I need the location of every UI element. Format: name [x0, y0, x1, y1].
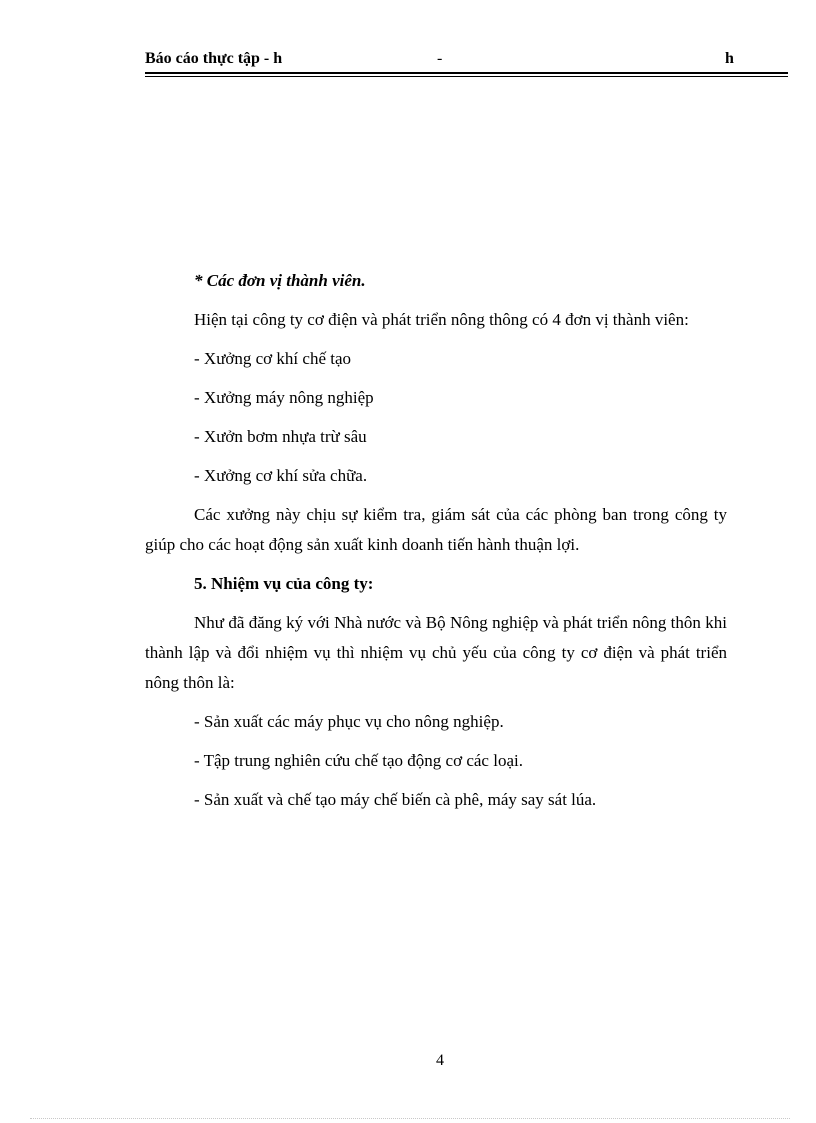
units-closing-paragraph: Các xưởng này chịu sự kiểm tra, giám sát của các phòng ban trong công ty giúp cho các hoạt động sản xuất kinh doanh tiến hành thuận lợi.	[145, 505, 727, 554]
header-title: Báo cáo thực tập - h	[145, 50, 283, 67]
section-title-duties: 5. Nhiệm vụ của công ty:	[194, 574, 374, 593]
page-header	[145, 50, 785, 72]
section-title-units: * Các đơn vị thành viên.	[194, 271, 366, 290]
list-item: - Xưởn bơm nhựa trừ sâu	[194, 427, 367, 446]
header-rule-top	[145, 72, 788, 74]
header-rule-bottom	[145, 76, 788, 77]
duties-intro-paragraph: Như đã đăng ký với Nhà nước và Bộ Nông nghiệp và phát triển nông thôn khi thành lập và đổi nhiệm vụ thì nhiệm vụ chủ yếu của công ty cơ điện và phát triển nông thôn là:	[145, 613, 727, 692]
list-item: - Xưởng cơ khí sửa chữa.	[194, 466, 368, 485]
units-intro-paragraph: Hiện tại công ty cơ điện và phát triển nông thông có 4 đơn vị thành viên:	[194, 310, 689, 329]
list-item: - Sản xuất các máy phục vụ cho nông nghiệp.	[194, 712, 504, 731]
header-right-text: h	[725, 50, 734, 67]
list-item: - Xưởng máy nông nghiệp	[194, 388, 374, 407]
list-item: - Xưởng cơ khí chế tạo	[194, 349, 352, 368]
page-number: 4	[436, 1052, 444, 1069]
header-separator: -	[437, 50, 443, 67]
list-item: - Tập trung nghiên cứu chế tạo động cơ các loại.	[194, 751, 523, 770]
page-bottom-edge	[30, 1118, 790, 1119]
list-item: - Sản xuất và chế tạo máy chế biến cà phê, máy say sát lúa.	[194, 790, 597, 809]
document-body	[145, 266, 727, 824]
